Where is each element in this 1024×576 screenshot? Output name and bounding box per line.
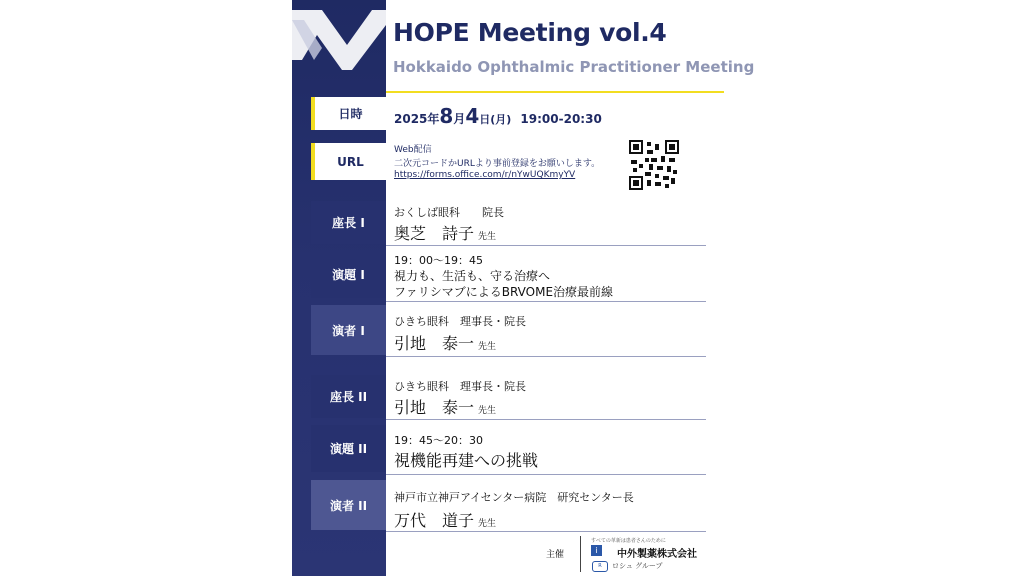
chugai-logo-icon: i [591,545,602,556]
page-subtitle: Hokkaido Ophthalmic Practitioner Meeting [393,58,755,76]
roche-logo-icon: R [592,561,608,572]
date-time: 19:00-20:30 [520,112,602,126]
date-month: 8 [439,104,454,128]
chair2-honorific: 先生 [478,406,497,416]
registration-link[interactable]: https://forms.office.com/r/nYwUQKmyYV [394,170,576,180]
row-divider [386,356,706,357]
url-label: URL [311,143,386,180]
row-divider [386,245,706,246]
qr-code-icon[interactable] [629,140,679,190]
group-name: ロシュ グループ [612,562,663,570]
speaker2-label: 演者 II [311,480,386,530]
date-month-unit: 月 [453,112,466,126]
speaker2-name: 万代 道子 [394,511,475,530]
chair2-affiliation: ひきち眼科 理事長・院長 [394,380,526,393]
chair1-label: 座長 I [311,201,386,244]
topic1-time: 19：00～19：45 [394,254,483,267]
topic2-time: 19：45～20：30 [394,434,483,447]
chair2-name-row [394,395,496,418]
speaker1-affiliation: ひきち眼科 理事長・院長 [394,315,526,328]
chair1-affiliation: おくしば眼科 院長 [394,206,504,219]
registration-note: 二次元コードかURLより事前登録をお願いします。 [394,159,601,169]
speaker2-affiliation: 神戸市立神戸アイセンター病院 研究センター長 [394,491,634,504]
meeting-logo [292,0,386,74]
date-value [394,104,602,128]
chair2-name: 引地 泰一 [394,398,475,417]
speaker2-honorific: 先生 [478,519,497,529]
topic1-label: 演題 I [311,250,386,298]
host-label: 主催 [546,550,565,560]
row-divider [386,301,706,302]
footer-divider [580,536,581,572]
date-year: 2025年 [394,112,440,126]
topic2-title: 視機能再建への挑戦 [394,451,539,470]
date-day-unit: 日(月) [479,113,512,126]
row-divider [386,474,706,475]
date-label: 日時 [311,97,386,130]
speaker1-name: 引地 泰一 [394,334,475,353]
date-day: 4 [465,104,480,128]
speaker1-honorific: 先生 [478,342,497,352]
speaker1-name-row [394,331,496,354]
chair2-label: 座長 II [311,375,386,418]
chair1-name-row [394,221,496,244]
row-divider [386,419,706,420]
sponsor-tagline: すべての革新は患者さんのために [591,538,666,544]
web-delivery: Web配信 [394,145,432,155]
sponsor-name: 中外製薬株式会社 [617,549,697,560]
topic1-title-line1: 視力も、生活も、守る治療へ [394,269,551,283]
row-divider [386,531,706,532]
title-divider [386,91,724,93]
speaker2-name-row [394,508,496,531]
page-title: HOPE Meeting vol.4 [393,18,667,47]
topic1-title-line2: ファリシマブによるBRVOME治療最前線 [394,285,614,299]
topic2-label: 演題 II [311,425,386,472]
chair1-honorific: 先生 [478,232,497,242]
chair1-name: 奥芝 詩子 [394,224,475,243]
speaker1-label: 演者 I [311,305,386,355]
